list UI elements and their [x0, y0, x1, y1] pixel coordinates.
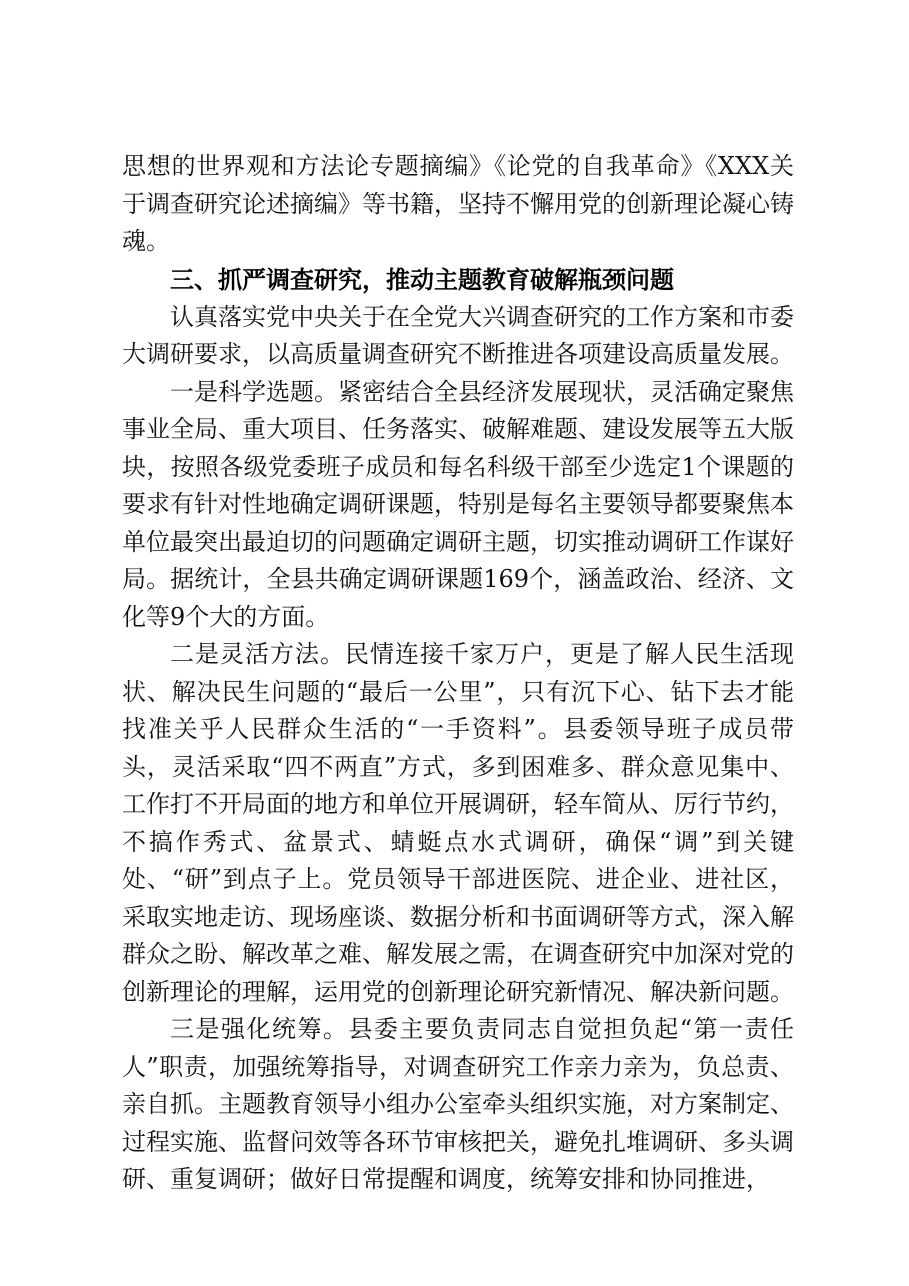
point-one-paragraph: 一是科学选题。紧密结合全县经济发展现状，灵活确定聚焦事业全局、重大项目、任务落实、破解难题、建设发展等五大版块，按照各级党委班子成员和每名科级干部至少选定1个课题的要求有针对性地确定调研课题，特别是每名主要领导都要聚焦本单位最突出最迫切的问题确定调研主题，切实推动调研工作谋好局。据统计，全县共确定调研课题169个，涵盖政治、经济、文化等9个大的方面。	[122, 377, 794, 631]
section-heading: 三、抓严调查研究，推动主题教育破解瓶颈问题	[170, 265, 674, 294]
document-body	[122, 148, 794, 1199]
point-two-paragraph: 二是灵活方法。民情连接千家万户，更是了解人民生活现状、解决民生问题的“最后一公里”，只有沉下心、钻下去才能找准关乎人民群众生活的“一手资料”。县委领导班子成员带头，灵活采取“四不两直”方式，多到困难多、群众意见集中、工作打不开局面的地方和单位开展调研，轻车简从、厉行节约，不搞作秀式、盆景式、蜻蜓点水式调研，确保“调”到关键处、“研”到点子上。党员领导干部进医院、进企业、进社区，采取实地走访、现场座谈、数据分析和书面调研等方式，深入解群众之盼、解改革之难、解发展之需，在调查研究中加深对党的创新理论的理解，运用党的创新理论研究新情况、解决新问题。	[122, 640, 794, 1006]
section-intro-paragraph: 认真落实党中央关于在全党大兴调查研究的工作方案和市委大调研要求，以高质量调查研究不断推进各项建设高质量发展。	[122, 302, 794, 368]
point-three-paragraph: 三是强化统筹。县委主要负责同志自觉担负起“第一责任人”职责，加强统筹指导，对调查研究工作亲力亲为，负总责、亲自抓。主题教育领导小组办公室牵头组织实施，对方案制定、过程实施、监督问效等各环节审核把关，避免扎堆调研、多头调研、重复调研；做好日常提醒和调度，统筹安排和协同推进，	[122, 1015, 794, 1193]
continuation-paragraph: 思想的世界观和方法论专题摘编》《论党的自我革命》《XXX关于调查研究论述摘编》等书籍，坚持不懈用党的创新理论凝心铸魂。	[122, 152, 794, 255]
